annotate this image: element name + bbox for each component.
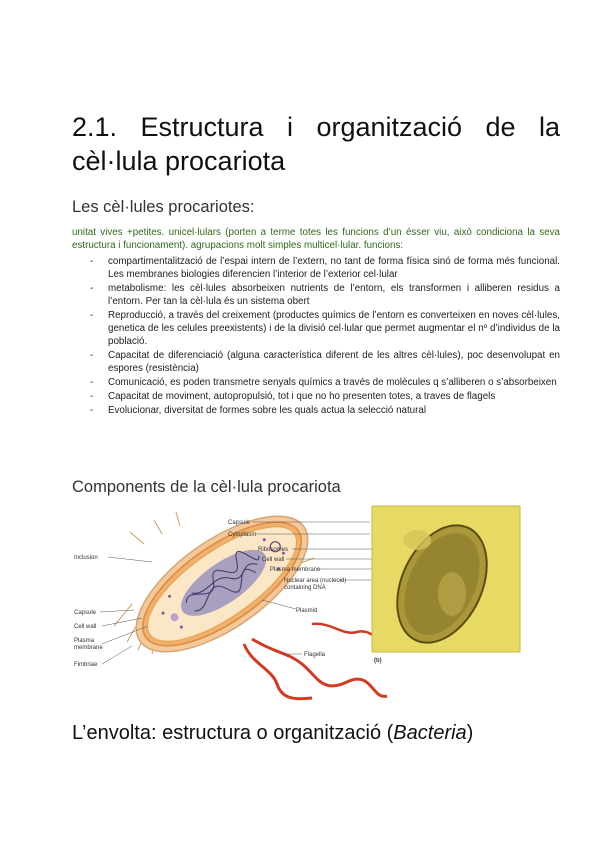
list-item: - Comunicació, es poden transmetre senyals químics a través de molècules q s’alliberen o s’absorbeixen [90,377,557,388]
prokaryote-figure [72,504,528,704]
prokaryote-diagram [72,504,528,704]
list-item: - Reproducció, a través del creixement (productes químics de l’entorn es converteixen en noves cèl·lules, genetica de les celules preexistents) i de la divisió cel·lular que permet augmentar el nº d’individus de la població. [90,310,560,347]
label-plasmid: Plasmid [296,608,318,614]
section-heading-prokaryotes: Les cèl·lules procariotes: [72,198,255,216]
intro-paragraph: unitat vives +petites. unicel·lulars (porten a terme totes les funcions d’un ésser viu, això condiciona la seva estructura i funcionament). agrupacions molt simples multicel·lular. funcions: [72,227,560,251]
list-item: - Evolucionar, diversitat de formes sobre les quals actua la selecció natural [90,405,427,416]
panel-label: (b) [374,658,382,664]
label-inclusion: Inclusion [74,555,98,561]
label-membrane-left: membrane [74,645,103,651]
label-cytoplasm: Cytoplasm [228,532,257,538]
list-item: - compartimentalització de l’espai intern de l’extern, no tant de forma física sinó de forma més funcional. Les membranes biologies diferencien l’interior de l’exterior cel·lular [90,256,560,280]
label-ribosomes: Ribosomes [258,547,289,553]
flagellum [252,639,387,696]
list-item: - Capacitat de moviment, autopropulsió, tot i que no ho presenten totes, a traves de flagels [90,391,496,402]
label-capsule-right: Capsule [228,520,251,526]
functions-list [72,255,560,418]
list-item: - metabolisme: les cèl·lules absorbeixen nutrients de l’entorn, els transformen i alliberen residus a l’entorn. Per tan la cèl·lula és un sistema obert [90,283,560,307]
page-title: 2.1. Estructura i organització de la cèl·lula procariota [72,112,560,176]
label-cell-wall-right: Cell wall [262,557,285,563]
section-heading-envelope: L’envolta: estructura o organització (Bacteria) [72,722,474,744]
label-dna: containing DNA [284,585,326,591]
micrograph-panel [372,506,520,664]
section-heading-components: Components de la cèl·lula procariota [72,478,341,496]
label-fimbriae: Fimbriae [74,662,98,668]
label-flagella: Flagella [304,652,326,658]
label-nucleoid: Nuclear area (nucleoid) [284,578,347,584]
label-cell-wall-left: Cell wall [74,624,97,630]
label-plasma-membrane: Plasma membrane [270,567,321,573]
label-capsule-left: Capsule [74,610,97,616]
list-item: - Capacitat de diferenciació (alguna característica diferent de les altres cèl·lules), poc desenvolupat en espores (resistència) [90,350,560,374]
label-plasma-left: Plasma [74,638,95,644]
